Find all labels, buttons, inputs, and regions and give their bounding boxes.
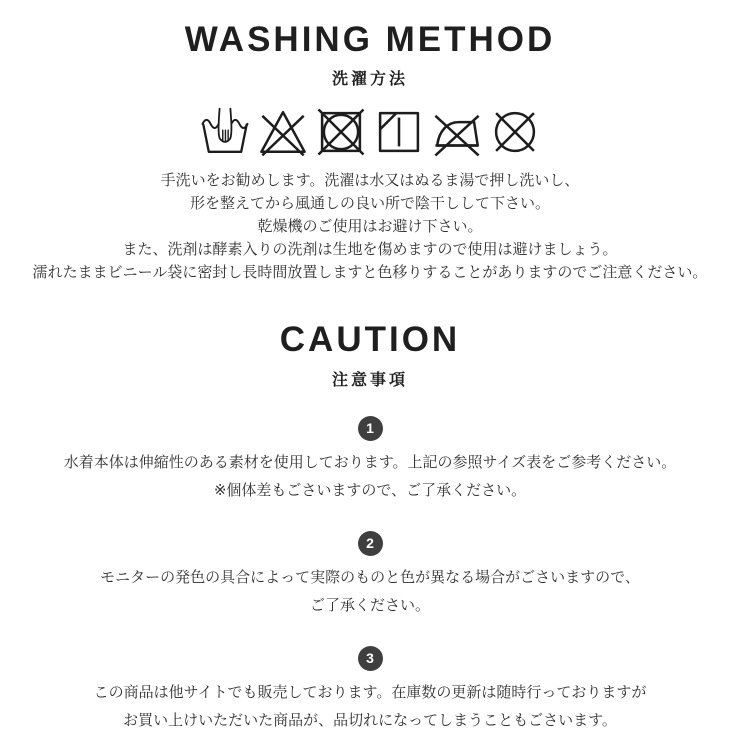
caution-title: CAUTION xyxy=(279,320,461,360)
washing-instruction-line: 乾燥機のご使用はお避け下さい。 xyxy=(257,218,483,236)
washing-instruction-line: 濡れたままビニール袋に密封し長時間放置しますと色移りすることがありますのでご注意ください。 xyxy=(32,264,708,282)
do-not-iron-icon xyxy=(430,105,484,159)
caution-text-line: モニターの発色の具合によって実際のものと色が異なる場合がごさいますので、 xyxy=(100,568,640,586)
washing-instructions xyxy=(0,169,740,284)
do-not-bleach-icon xyxy=(256,105,310,159)
caution-text-line: この商品は他サイトでも販売しております。在庫数の更新は随時行っておりますが xyxy=(93,683,647,701)
caution-text-line: お買い上けいただいた商品が、品切れになってしまうこともごさいます。 xyxy=(123,711,617,729)
do-not-tumble-dry-icon xyxy=(314,105,368,159)
washing-subtitle: 洗濯方法 xyxy=(331,71,408,89)
number-3-badge: 3 xyxy=(358,646,383,671)
caution-subtitle: 注意事項 xyxy=(331,371,408,389)
caution-section xyxy=(0,320,740,734)
caution-text-line: ※個体差もごさいますので、ご了承ください。 xyxy=(213,481,527,499)
washing-title: WASHING METHOD xyxy=(184,20,556,59)
hang-dry-in-shade-icon xyxy=(372,105,426,159)
washing-instruction-line: また、洗剤は酵素入りの洗剤は生地を傷めますので使用は避けましょう。 xyxy=(122,241,618,259)
caution-text-line: 水着本体は伸縮性のある素材を使用しております。上記の参照サイズ表をご参考ください。 xyxy=(63,453,677,471)
hand-wash-icon xyxy=(198,105,252,159)
washing-section xyxy=(0,20,740,284)
washing-instruction-line: 手洗いをお勧めします。洗濯は水又はぬるま湯で押し洗いし、 xyxy=(160,172,580,190)
caution-text-line: ご了承ください。 xyxy=(309,596,430,614)
caution-item-1 xyxy=(0,416,740,505)
do-not-dry-clean-icon xyxy=(488,105,542,159)
washing-instruction-line: 形を整えてから風通しの良い所で陰干しして下さい。 xyxy=(189,195,550,213)
caution-item-3-text xyxy=(0,679,740,735)
caution-item-2 xyxy=(0,531,740,620)
caution-item-1-text xyxy=(0,449,740,505)
number-2-badge: 2 xyxy=(358,531,383,556)
caution-item-2-text xyxy=(0,564,740,620)
number-1-badge: 1 xyxy=(358,416,383,441)
care-icons-row xyxy=(0,105,740,159)
caution-item-3 xyxy=(0,646,740,735)
